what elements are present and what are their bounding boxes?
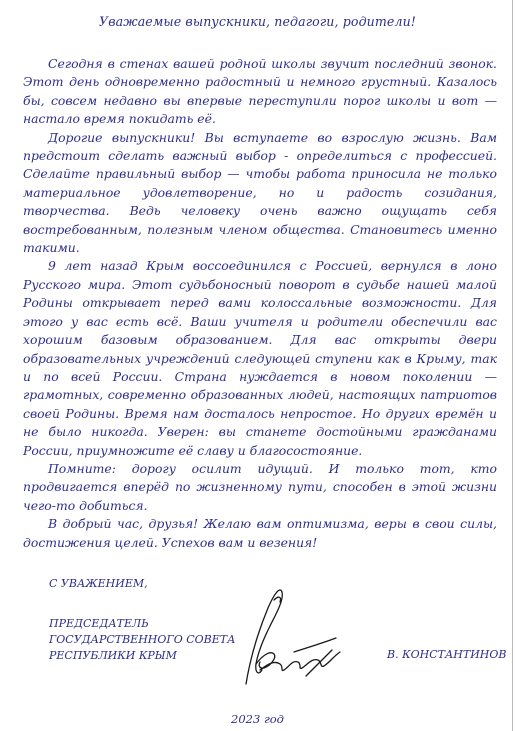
position-line-3: РЕСПУБЛИКИ КРЫМ — [49, 649, 177, 662]
letter-year: 2023 год — [231, 712, 284, 726]
handwritten-signature-icon — [236, 580, 348, 692]
position-line-2: ГОСУДАРСТВЕННОГО СОВЕТА — [49, 633, 236, 646]
letter-body — [23, 55, 497, 552]
position-line-1: ПРЕДСЕДАТЕЛЬ — [49, 617, 149, 630]
page-edge-line — [512, 0, 513, 731]
signer-position — [49, 616, 235, 664]
closing-respect: С УВАЖЕНИЕМ, — [49, 577, 148, 590]
paragraph-5: В добрый час, друзья! Желаю вам оптимизма, веры в свои силы, достижения целей. Успехов вам и везения! — [23, 516, 497, 550]
paragraph-3: 9 лет назад Крым воссоединился с Россией, вернулся в лоно Русского мира. Этот судьбоносный поворот в судьбе нашей малой Родины открывает перед вами колоссальные возможности. Для этого у вас есть всё. Ваши учителя и родители обеспечили вас хорошим базовым образованием. Для вас открыты двери образовательных учреждений следующей ступени как в Крыму, так и по всей России. Страна нуждается в новом поколении — грамотных, современно образованных людей, настоящих патриотов своей Родины. Время нам досталось непростое. Но других времён и не было никогда. Уверен: вы станете достойными гражданами России, приумножите её славу и благосостояние. — [23, 258, 497, 458]
paragraph-4: Помните: дорогу осилит идущий. И только тот, кто продвигается вперёд по жизненному пути, способен в этой жизни чего-то добиться. — [23, 460, 497, 513]
paragraph-1: Сегодня в стенах вашей родной школы звучит последний звонок. Этот день одновременно радостный и немного грустный. Казалось бы, совсем недавно вы впервые переступили порог школы и вот — настало время покидать её. — [23, 56, 497, 127]
signer-name: В. КОНСТАНТИНОВ — [387, 648, 507, 661]
paragraph-2: Дорогие выпускники! Вы вступаете во взрослую жизнь. Вам предстоит сделать важный выбор - определиться с профессией. Сделайте правильный выбор — чтобы работа приносила не только материальное удовлетворение, но и радость созидания, творчества. Ведь человеку очень важно ощущать себя востребованным, полезным членом общества. Становитесь именно такими. — [23, 129, 497, 256]
letter-greeting: Уважаемые выпускники, педагоги, родители! — [99, 14, 416, 29]
